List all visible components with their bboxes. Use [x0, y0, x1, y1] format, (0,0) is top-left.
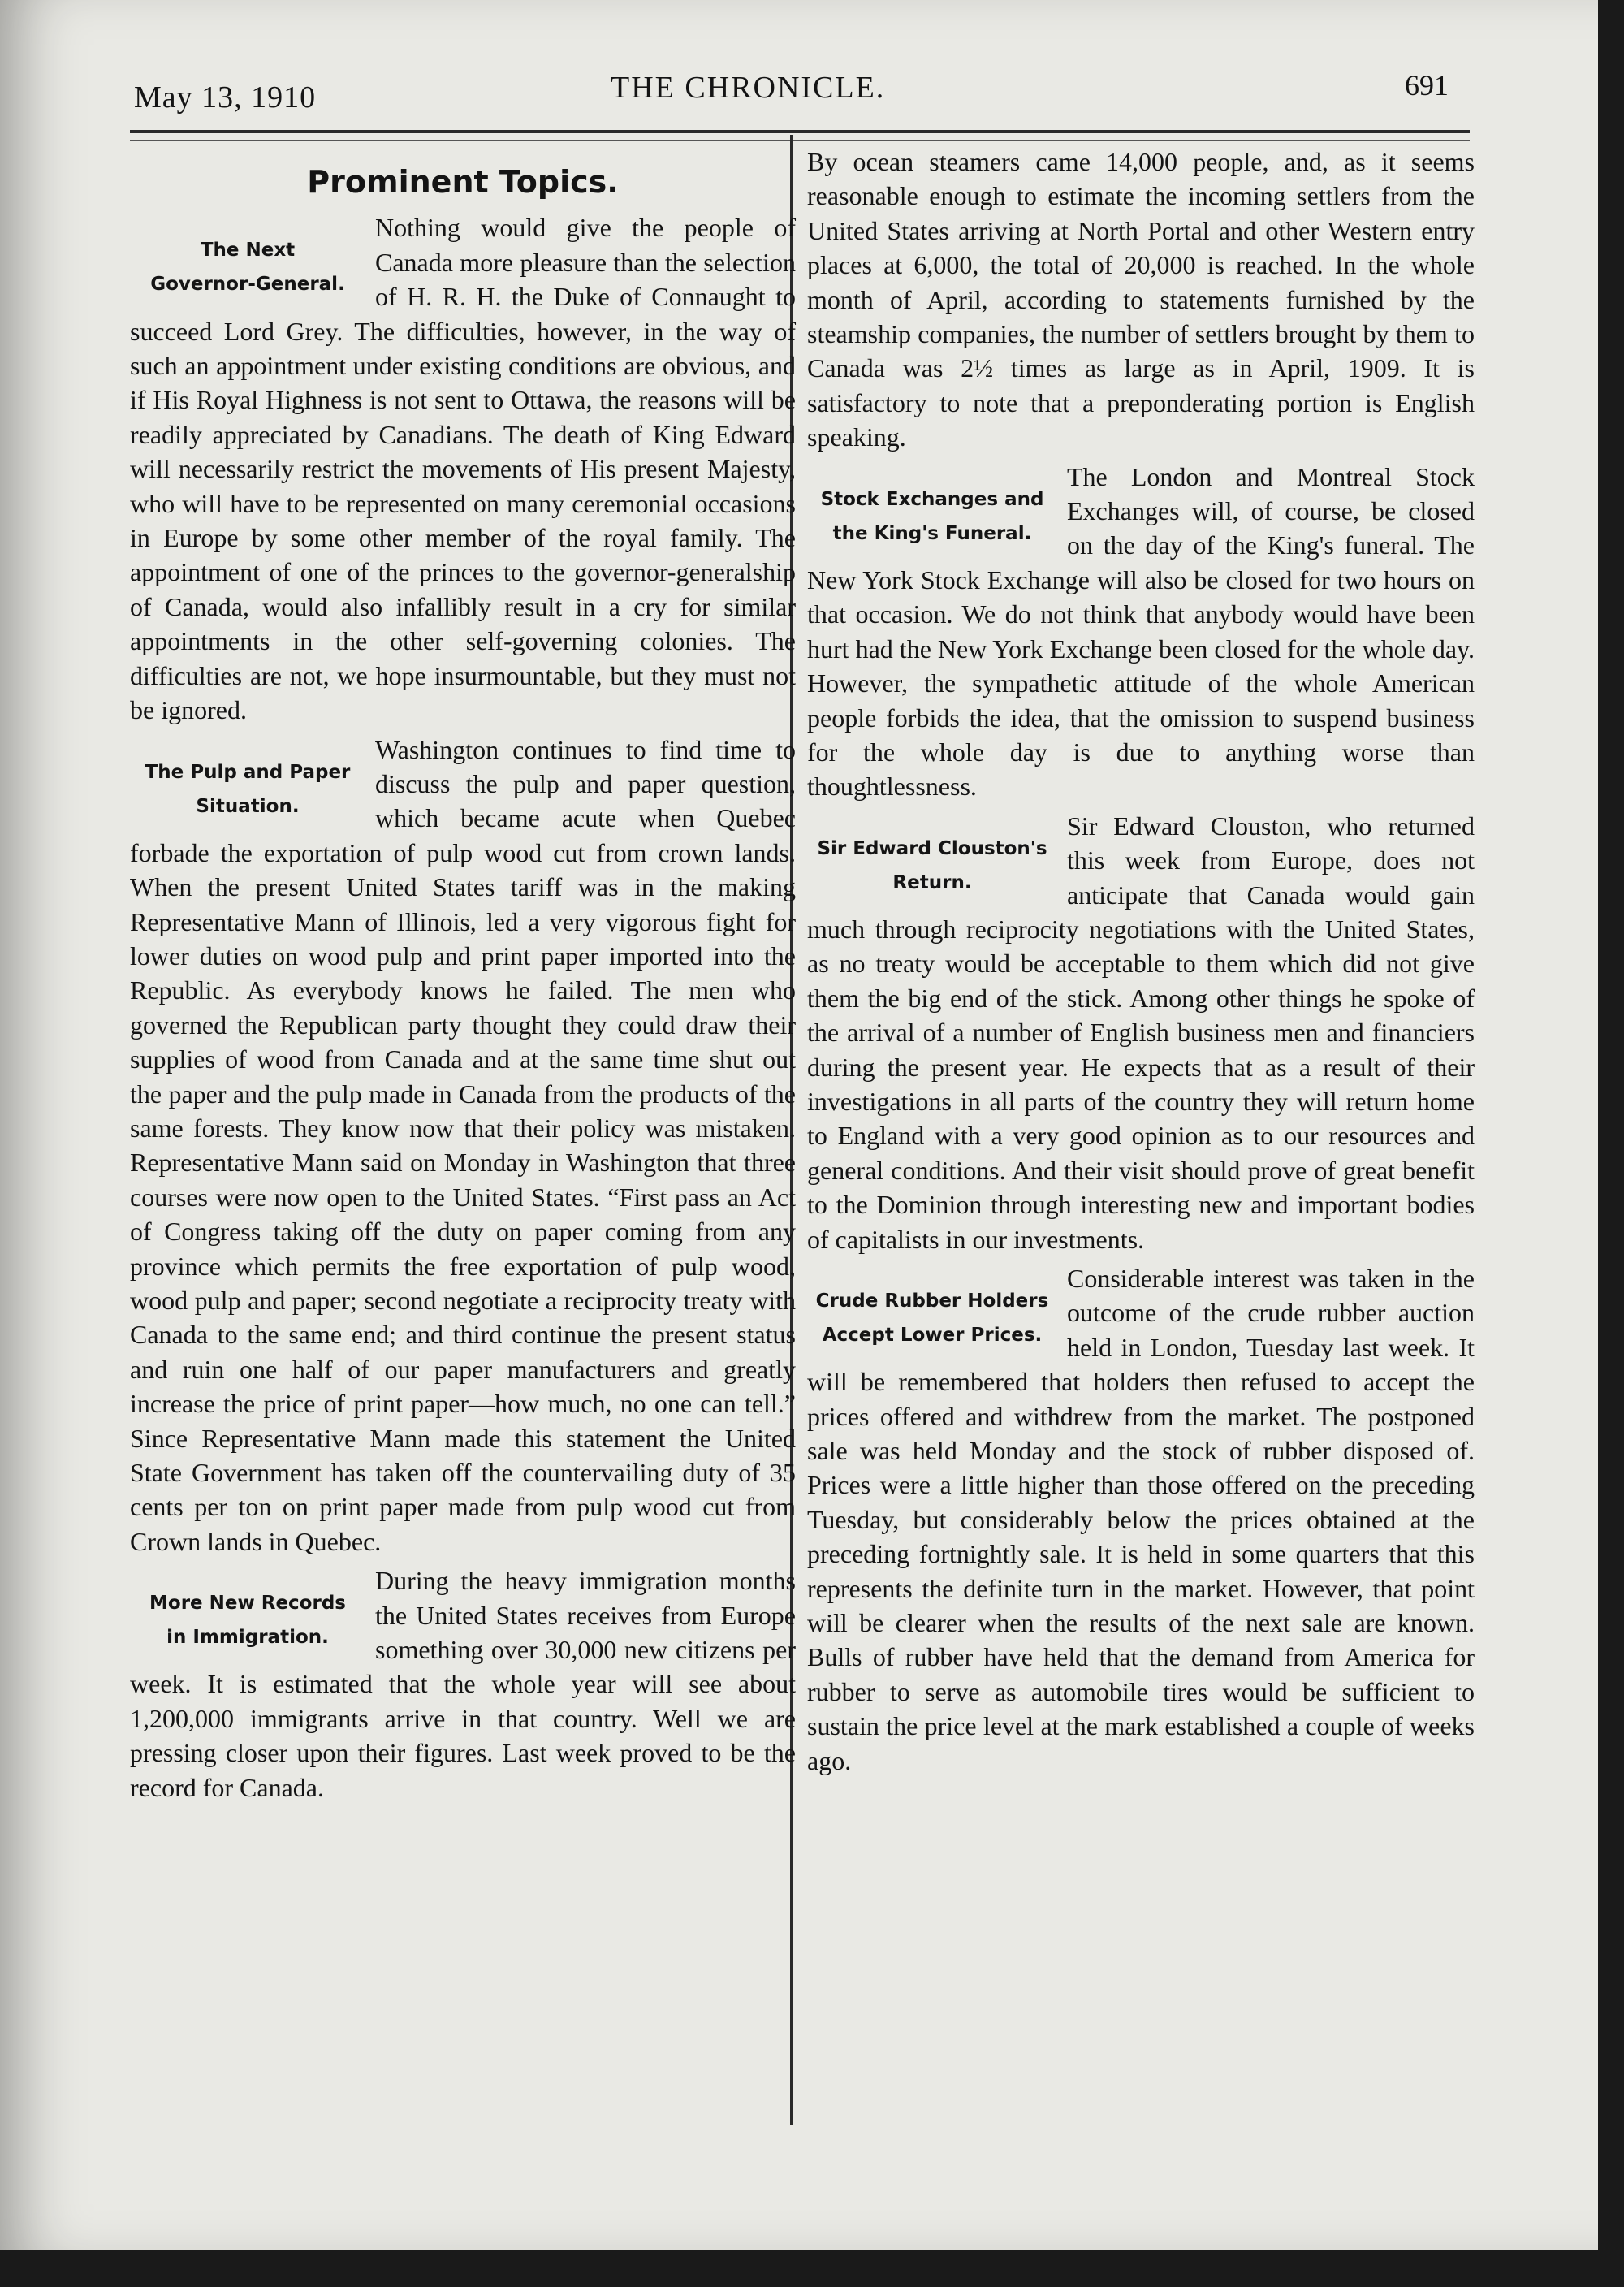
side-heading: Stock Exchanges and the King's Funeral. — [820, 488, 1044, 544]
article-stock-exchanges — [807, 460, 1475, 804]
page-number: 691 — [1405, 69, 1449, 102]
section-heading: Prominent Topics. — [307, 164, 619, 200]
article-text: The London and Montreal Stock Exchanges will, of course, be closed on the day of the King's funeral. The New York Stock Exchange will also be closed for two hours on that occasion. We do not think that anybody would have been hurt had the New York Exchange been closed for the whole day. However, the sympathetic attitude of the whole American people forbids the idea, that the omission to suspend business for the whole day is due to anything worse than thoughtlessness. — [807, 461, 1475, 802]
header-rule-thin — [130, 140, 1470, 141]
header-title: THE CHRONICLE. — [611, 71, 886, 105]
article-immigration — [130, 1563, 796, 1805]
header-date: May 13, 1910 — [134, 80, 317, 115]
article-text: During the heavy immigration months the United States receives from Europe something over 30,000 new citizens per week. It is estimated that the whole year will see about 1,200,000 immigrants arrive in that country. Well we are pressing closer upon their figures. Last week proved to be the record for Canada. — [130, 1566, 796, 1802]
article-text: Considerable interest was taken in the outcome of the crude rubber auction held in London, Tuesday last week. It will be remembered that holders then refused to accept the prices offered and withdrew from the market. The postponed sale was held Monday and the stock of rubber disposed of. Prices were a little higher than those offered on the preceding Tuesday, but considerably below the prices obtained at the preceding fortnightly sale. It is held in some quarters that this represents the definite turn in the market. However, that point will be clearer when the results of the next sale are known. Bulls of rubber have held that the demand from America for rubber to serve as automobile tires would be sufficient to sustain the price level at the mark established a couple of weeks ago. — [807, 1264, 1475, 1775]
article-immigration-continued — [807, 145, 1475, 455]
article-pulp-paper — [130, 733, 796, 1559]
article-crude-rubber — [807, 1261, 1475, 1778]
side-heading: Crude Rubber Holders Accept Lower Prices. — [815, 1290, 1049, 1346]
side-heading: Sir Edward Clouston's Return. — [817, 837, 1047, 893]
article-text: Sir Edward Clouston, who returned this week from Europe, does not anticipate that Canada would gain much through reciprocity negotiations with the United States, as no treaty would be acceptable to them which did not give them the big end of the stick. Among other things he spoke of the arrival of a number of English business men and financiers during the present year. He expects that as a result of their investigations in all parts of the country they will return home to England with a very good opinion as to our resources and general conditions. And their visit should prove of great benefit to the Dominion through interesting new and important bodies of capitalists in our investments. — [807, 811, 1475, 1254]
article-text: Washington continues to find time to discuss the pulp and paper question, which became acute when Quebec forbade the exportation of pulp wood cut from crown lands. When the present United States tariff was in the making Representative Mann of Illinois, led a very vigorous fight for lower duties on wood pulp and print paper imported into the Republic. As everybody knows he failed. The men who governed the Republican party thought they could draw their supplies of wood from Canada and at the same time shut out the paper and the pulp made in Canada from the products of the same forests. They know now that their policy was mistaken. Representative Mann said on Monday in Washington that three courses were now open to the United States. “First pass an Act of Congress taking off the duty on paper coming from any province which permits the free exportation of pulp wood, wood pulp and paper; second negotiate a reciprocity treaty with Canada to the same end; and third continue the present status and ruin one half of our paper manufacturers and greatly increase the price of print paper—how much, no one can tell.” Since Representative Mann made this statement the United State Government has taken off the countervailing duty of 35 cents per ton on print paper made from pulp wood cut from Crown lands in Quebec. — [130, 734, 796, 1556]
side-heading: The Next Governor-General. — [150, 240, 345, 296]
right-column — [807, 145, 1475, 1783]
left-column — [130, 158, 796, 1809]
article-text: Nothing would give the people of Canada more pleasure than the selection of H. R. H. the Duke of Connaught to succeed Lord Grey. The difficulties, however, in the way of such an appointment under existing conditions are obvious, and if His Royal Highness is not sent to Ottawa, the reasons will be readily appreciated by Canadians. The death of King Edward will necessarily restrict the movements of His present Majesty, who will have to be represented on many ceremonial occasions in Europe by some other member of the royal family. The appointment of one of the princes to the governor-generalship of Canada, would also infallibly result in a cry for similar appointments in the other self-governing colonies. The difficulties are not, we hope insurmountable, but they must not be ignored. — [130, 213, 796, 725]
article-governor-general — [130, 210, 796, 727]
header-rule — [130, 130, 1470, 133]
side-heading: The Pulp and Paper Situation. — [145, 761, 351, 817]
side-heading: More New Records in Immigration. — [149, 1593, 346, 1649]
article-text: By ocean steamers came 14,000 people, and, as it seems reasonable enough to estimate the incoming settlers from the United States arriving at North Portal and other Western entry places at 6,000, the total of 20,000 is reached. In the whole month of April, according to statements furnished by the steamship companies, the number of settlers brought by them to Canada was 2½ times as large as in April, 1909. It is satisfactory to note that a preponderating portion is English speaking. — [807, 147, 1475, 452]
article-clouston-return — [807, 809, 1475, 1256]
